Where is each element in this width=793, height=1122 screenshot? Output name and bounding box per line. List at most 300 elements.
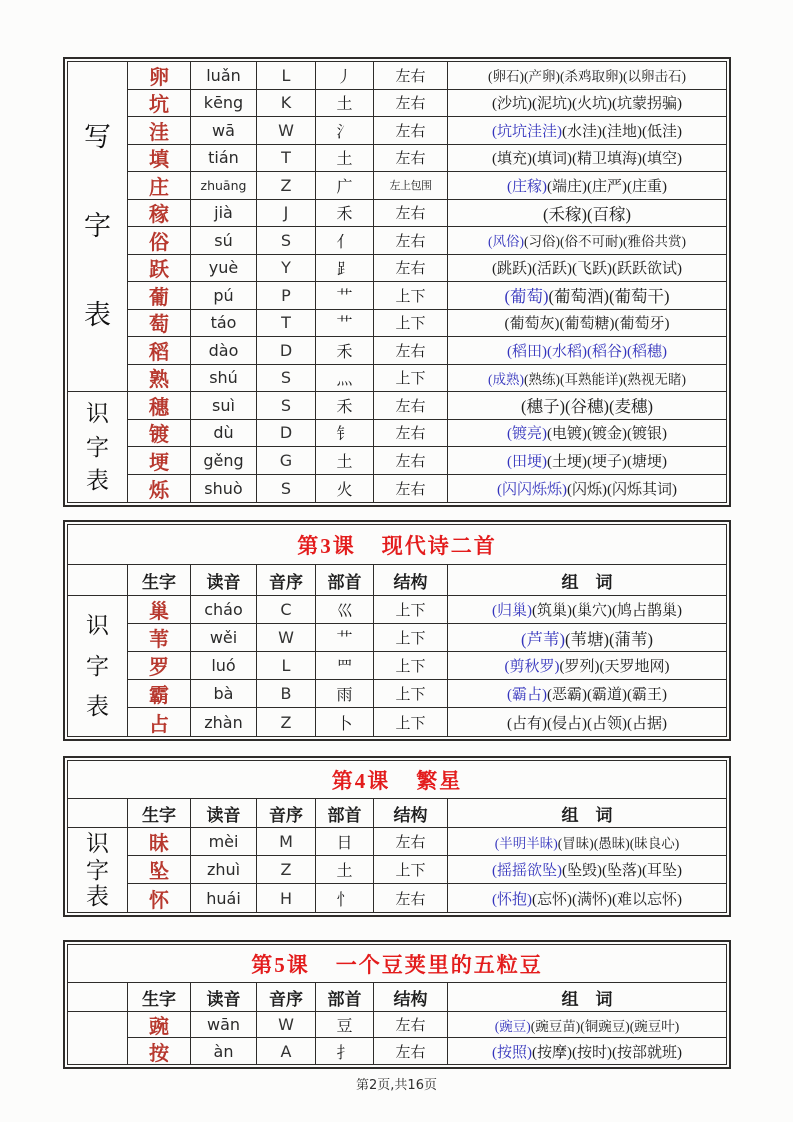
lesson-title-row [68,945,726,983]
table-body [68,62,726,502]
pinyin-cell: gěng [191,447,257,474]
initial-cell: G [257,447,316,474]
initial-cell: Z [257,708,316,736]
column-header: 结构 [374,799,448,827]
word-item: (忘怀) [532,891,572,908]
words-cell [448,708,726,736]
words-cell [448,1038,726,1064]
row-group-label [68,1012,127,1064]
word-item: (庄稼) [507,178,547,195]
word-item: (摇摇欲坠) [492,863,562,879]
word-item: (麦穗) [609,397,653,417]
pinyin-cell: zhàn [191,708,257,736]
row-group-column [68,828,128,912]
row-group-label-char: 字 [84,211,111,241]
table-row [128,856,726,884]
lesson-title: 繁星 [416,768,463,793]
structure-cell: 上下 [374,596,448,623]
column-header: 生字 [128,565,191,595]
initial-cell: L [257,652,316,679]
structure-cell: 左右 [374,117,448,144]
initial-cell: S [257,392,316,419]
structure-cell: 上下 [374,856,448,883]
column-header: 音序 [257,799,316,827]
rows-column [128,828,726,912]
structure-cell: 上下 [374,624,448,651]
pinyin-cell: pú [191,282,257,309]
word-item: (庄严) [587,178,627,195]
char-cell: 熟 [128,365,191,392]
radical-cell: 豆 [316,1012,374,1037]
rows-column [128,596,726,736]
initial-cell: J [257,200,316,227]
word-item: (禾稼) [543,204,587,224]
initial-cell: Y [257,255,316,282]
pinyin-cell: huái [191,884,257,912]
char-cell: 坑 [128,90,191,117]
char-cell: 埂 [128,447,191,474]
word-item: (闪烁) [567,481,607,498]
row-group-column [68,1012,128,1064]
word-item: (耳坠) [642,863,682,879]
pinyin-cell: shú [191,365,257,392]
char-cell: 怀 [128,884,191,912]
word-item: (葡萄酒) [548,287,609,307]
radical-cell: 土 [316,145,374,172]
radical-cell: 钅 [316,420,374,447]
words-cell [448,200,726,227]
pinyin-cell: zhuì [191,856,257,883]
row-group-label [68,828,127,912]
table-body [68,828,726,912]
word-item: (霸道) [587,687,627,703]
pinyin-cell: táo [191,310,257,337]
pinyin-cell: suì [191,392,257,419]
pinyin-cell: cháo [191,596,257,623]
words-cell [448,680,726,707]
word-item: (葡萄灰) [504,316,560,333]
radical-cell: 灬 [316,365,374,392]
lesson-title-row [68,761,726,799]
word-item: (按照) [492,1044,532,1061]
char-cell: 庄 [128,172,191,199]
table-inner [67,524,727,737]
row-group-label-char: 字 [86,653,109,679]
structure-cell: 左右 [374,337,448,364]
glyph-table-continued [63,57,731,507]
initial-cell: T [257,310,316,337]
word-item: (坠毁) [562,863,602,879]
table-row [128,652,726,680]
radical-cell: 土 [316,447,374,474]
initial-cell: D [257,337,316,364]
word-item: (谷穗) [565,397,609,417]
word-item: (巢穴) [572,603,612,619]
initial-cell: W [257,117,316,144]
table-row [128,884,726,912]
row-group-label-char: 识 [86,830,109,856]
radical-cell: 雨 [316,680,374,707]
radical-cell: 日 [316,828,374,855]
structure-cell: 左右 [374,447,448,474]
initial-cell: P [257,282,316,309]
table-row [128,117,726,145]
words-cell [448,447,726,474]
initial-cell: M [257,828,316,855]
word-item: (埂子) [587,453,627,470]
table-row [128,1012,726,1038]
table-header-row [68,799,726,828]
radical-cell: 禾 [316,337,374,364]
words-cell [448,1012,726,1037]
words-cell [448,62,726,89]
radical-cell: 土 [316,90,374,117]
structure-cell: 上下 [374,310,448,337]
word-item: (镀金) [587,426,627,443]
row-group-label-char: 写 [84,122,111,152]
column-header: 音序 [257,565,316,595]
row-group-label-char: 识 [86,401,109,427]
lesson-number: 第4课 [331,768,391,793]
char-cell: 卵 [128,62,191,89]
pinyin-cell: luó [191,652,257,679]
table-row [128,596,726,624]
initial-cell: D [257,420,316,447]
radical-cell: 扌 [316,1038,374,1064]
table-inner [67,61,727,503]
char-cell: 昧 [128,828,191,855]
row-group-label-char: 表 [86,694,109,720]
radical-cell: 艹 [316,282,374,309]
char-cell: 坠 [128,856,191,883]
words-cell [448,392,726,419]
words-cell [448,172,726,199]
radical-cell: 氵 [316,117,374,144]
word-item: (端庄) [547,178,587,195]
row-group-label-char: 字 [86,434,109,460]
initial-cell: S [257,475,316,503]
initial-cell: C [257,596,316,623]
structure-cell: 左右 [374,392,448,419]
word-item: (按部就班) [612,1044,682,1061]
column-header: 部首 [316,983,374,1011]
radical-cell: 罒 [316,652,374,679]
word-item: (豌豆叶) [629,1018,680,1034]
word-item: (产卵) [524,69,560,85]
word-item: (跃跃欲试) [612,261,682,278]
glyph-table-lesson-3 [63,520,731,741]
word-item: (满怀) [572,891,612,908]
word-item: (穗子) [521,397,565,417]
table-header-row [68,983,726,1012]
pinyin-cell: luǎn [191,62,257,89]
words-cell [448,420,726,447]
column-header: 读音 [191,565,257,595]
word-item: (火坑) [572,96,612,113]
initial-cell: Z [257,856,316,883]
initial-cell: S [257,227,316,254]
table-row [128,145,726,173]
words-cell [448,117,726,144]
pinyin-cell: dào [191,337,257,364]
words-cell [448,227,726,254]
initial-cell: W [257,1012,316,1037]
pinyin-cell: sú [191,227,257,254]
word-item: (庄重) [627,178,667,195]
char-cell: 霸 [128,680,191,707]
words-cell [448,884,726,912]
structure-cell: 左右 [374,255,448,282]
column-header: 生字 [128,799,191,827]
word-item: (以卵击石) [623,69,686,85]
word-item: (恶霸) [547,687,587,703]
char-cell: 萄 [128,310,191,337]
row-group-label-char: 识 [86,612,109,638]
word-item: (熟练) [524,371,560,387]
word-item: (稻田) [507,343,547,360]
table-row [128,624,726,652]
word-item: (活跃) [532,261,572,278]
table-inner [67,944,727,1065]
word-item: (豌豆) [494,1018,531,1034]
word-item: (苇塘) [565,629,609,649]
pinyin-cell: bà [191,680,257,707]
column-header: 结构 [374,983,448,1011]
word-item: (霸占) [507,687,547,703]
word-item: (飞跃) [572,261,612,278]
initial-cell: L [257,62,316,89]
word-item: (坑蒙拐骗) [612,96,682,113]
words-cell [448,828,726,855]
char-cell: 占 [128,708,191,736]
word-item: (泥坑) [532,96,572,113]
char-cell: 跃 [128,255,191,282]
words-cell [448,475,726,503]
word-item: (蒲苇) [609,629,653,649]
table-row [128,365,726,393]
word-item: (成熟) [488,371,524,387]
word-item: (低洼) [642,123,682,140]
row-group-label [68,392,127,502]
table-row [128,227,726,255]
table-row [128,310,726,338]
char-cell: 葡 [128,282,191,309]
glyph-table-lesson-4 [63,756,731,917]
radical-cell: 丿 [316,62,374,89]
lesson-title: 现代诗二首 [381,533,497,558]
initial-cell: Z [257,172,316,199]
table-row [128,172,726,200]
words-cell [448,90,726,117]
initial-cell: H [257,884,316,912]
column-header: 组 词 [561,805,613,825]
words-cell [448,652,726,679]
word-item: (豌豆苗) [530,1018,581,1034]
word-item: (塘埂) [627,453,667,470]
lesson-title-row [68,525,726,565]
initial-cell: A [257,1038,316,1064]
table-row [128,255,726,283]
word-item: (半明半昧) [494,835,558,851]
char-cell: 填 [128,145,191,172]
row-group-label-char: 表 [86,467,109,493]
structure-cell: 左右 [374,145,448,172]
words-cell [448,624,726,651]
words-cell [448,255,726,282]
pinyin-cell: jià [191,200,257,227]
structure-cell: 左右 [374,828,448,855]
column-header: 读音 [191,799,257,827]
word-item: (镀亮) [507,426,547,443]
word-item: (水洼) [562,123,602,140]
structure-cell: 上下 [374,282,448,309]
table-row [128,708,726,736]
word-item: (按摩) [532,1044,572,1061]
char-cell: 稻 [128,337,191,364]
word-item: (土埂) [547,453,587,470]
initial-cell: S [257,365,316,392]
word-item: (剪秋罗) [504,659,560,675]
word-item: (昧良心) [629,835,680,851]
structure-cell: 左右 [374,90,448,117]
word-item: (精卫填海) [572,151,642,168]
structure-cell: 左右 [374,475,448,503]
initial-cell: K [257,90,316,117]
header-group-cell [68,983,128,1011]
table-row [128,90,726,118]
header-group-cell [68,565,128,595]
column-header: 读音 [191,983,257,1011]
char-cell: 稼 [128,200,191,227]
words-cell [448,145,726,172]
char-cell: 穗 [128,392,191,419]
word-item: (闪烁其词) [607,481,677,498]
word-item: (葡萄糖) [559,316,615,333]
char-cell: 按 [128,1038,191,1064]
header-group-cell [68,799,128,827]
table-row [128,420,726,448]
table-row [128,62,726,90]
char-cell: 罗 [128,652,191,679]
word-item: (洼地) [602,123,642,140]
lesson-title: 一个豆荚里的五粒豆 [335,952,543,977]
word-item: (怀抱) [492,891,532,908]
table-body [68,596,726,736]
word-item: (筑巢) [532,603,572,619]
structure-cell: 左右 [374,420,448,447]
word-item: (占领) [587,715,627,732]
page-content [63,57,731,1069]
row-group-label-char: 表 [84,300,111,330]
char-cell: 镀 [128,420,191,447]
row-group-label [68,62,127,392]
structure-cell: 上下 [374,680,448,707]
column-header: 结构 [374,565,448,595]
word-item: (葡萄干) [609,287,670,307]
radical-cell: 亻 [316,227,374,254]
word-item: (稻穗) [627,343,667,360]
char-cell: 巢 [128,596,191,623]
table-row [128,200,726,228]
word-item: (水稻) [547,343,587,360]
word-item: (卵石) [488,69,524,85]
initial-cell: T [257,145,316,172]
radical-cell: 卜 [316,708,374,736]
column-header: 音序 [257,983,316,1011]
char-cell: 洼 [128,117,191,144]
words-cell [448,282,726,309]
char-cell: 豌 [128,1012,191,1037]
word-item: (跳跃) [492,261,532,278]
lesson-number: 第5课 [251,952,310,977]
table-row [128,680,726,708]
word-item: (侵占) [547,715,587,732]
glyph-table-lesson-5 [63,940,731,1069]
structure-cell: 上下 [374,365,448,392]
word-item: (坑坑洼洼) [492,123,562,140]
word-item: (芦苇) [521,629,565,649]
word-item: (鸠占鹊巢) [612,603,682,619]
structure-cell: 左右 [374,200,448,227]
pinyin-cell: wā [191,117,257,144]
row-group-label-char: 字 [86,857,109,883]
column-header: 组 词 [561,572,613,592]
structure-cell: 左上包围 [374,172,448,199]
radical-cell: 土 [316,856,374,883]
pinyin-cell: shuò [191,475,257,503]
word-item: (坠落) [602,863,642,879]
table-body [68,1012,726,1064]
lesson-number: 第3课 [297,533,356,558]
word-item: (雅俗共赏) [623,234,686,250]
radical-cell: 禾 [316,200,374,227]
word-item: (熟视无睹) [623,371,686,387]
pinyin-cell: wěi [191,624,257,651]
table-row [128,1038,726,1064]
word-item: (占有) [507,715,547,732]
row-group-column [68,62,128,502]
table-row [128,828,726,856]
column-header: 生字 [128,983,191,1011]
page-number: 第2页,共16页 [356,1078,437,1093]
column-header: 部首 [316,565,374,595]
structure-cell: 上下 [374,652,448,679]
radical-cell: ⻊ [316,255,374,282]
table-header-row [68,565,726,596]
word-item: (愚昧) [593,835,630,851]
word-item: (按时) [572,1044,612,1061]
pinyin-cell: tián [191,145,257,172]
pinyin-cell: dù [191,420,257,447]
pinyin-cell: àn [191,1038,257,1064]
table-inner [67,760,727,913]
table-row [128,447,726,475]
word-item: (俗不可耐) [560,234,623,250]
word-item: (占据) [627,715,667,732]
word-item: (冒昧) [557,835,594,851]
word-item: (杀鸡取卵) [560,69,623,85]
pinyin-cell: wān [191,1012,257,1037]
words-cell [448,337,726,364]
word-item: (天罗地网) [599,659,670,675]
char-cell: 俗 [128,227,191,254]
radical-cell: 艹 [316,624,374,651]
word-item: (田埂) [507,453,547,470]
pinyin-cell: zhuāng [191,172,257,199]
structure-cell: 左右 [374,884,448,912]
words-cell [448,310,726,337]
words-cell [448,856,726,883]
